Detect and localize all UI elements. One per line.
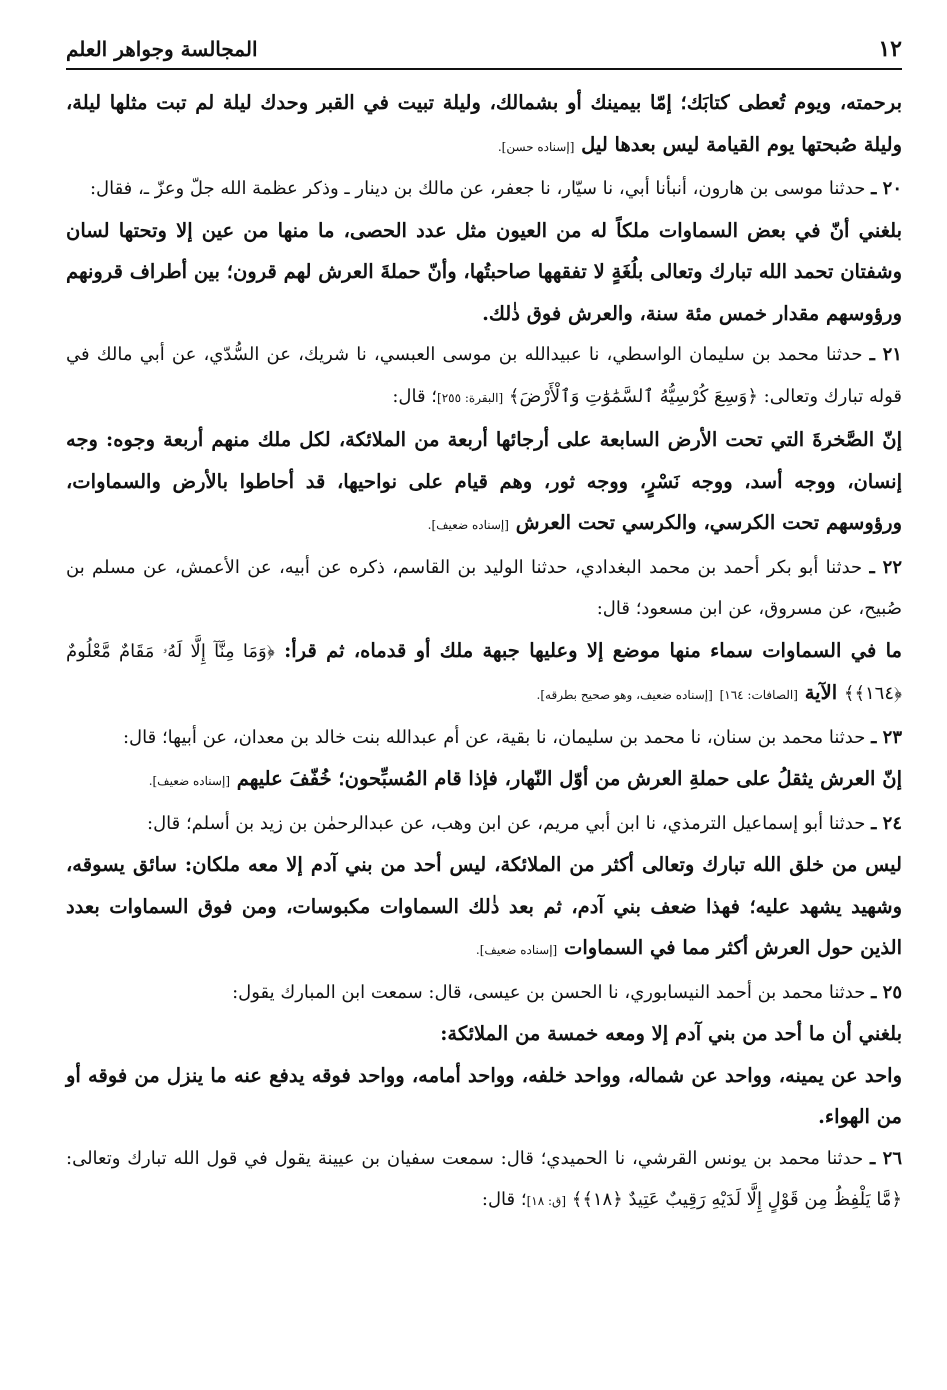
hadith-number: ٢٦ ـ xyxy=(870,1147,902,1169)
hadith-number: ٢٥ ـ xyxy=(871,981,902,1003)
hadith-25-text-a xyxy=(66,1013,902,1055)
quote-text: برحمته، ويوم تُعطى كتابَك؛ إمّا بيمينك أو بشمالك، وليلة تبيت في القبر وحدك ليلة لم تبت مثلها ليلة، وليلة صُبحتها يوم القيامة ليس بعدها ليل xyxy=(66,91,902,156)
hadith-25-chain xyxy=(66,972,902,1014)
verse-tail: الآية xyxy=(804,681,838,704)
chain-text: حدثنا أبو إسماعيل الترمذي، نا ابن أبي مريم، عن ابن وهب، عن عبدالرحمٰن بن زيد بن أسلم؛ قال: xyxy=(147,812,866,834)
hadith-26-chain xyxy=(66,1138,902,1223)
chain-text: حدثنا محمد بن سنان، نا محمد بن سليمان، نا بقية، عن أم عبدالله بنت خالد بن معدان، عن أبيها؛ قال: xyxy=(122,726,866,748)
page-number: ١٢ xyxy=(878,36,902,62)
chain-text: حدثنا محمد بن يونس القرشي، نا الحميدي؛ قال: سمعت سفيان بن عيينة يقول في قول الله تبارك وتعالى: xyxy=(66,1147,864,1169)
verse-reference: [الصافات: ١٦٤] xyxy=(719,688,798,702)
hadith-23-chain xyxy=(66,717,902,759)
grading-note: [إسناده حسن]. xyxy=(497,139,575,154)
verse-reference: [البقرة: ٢٥٥] xyxy=(437,390,504,405)
hadith-24-chain xyxy=(66,803,902,845)
hadith-number: ٢٣ ـ xyxy=(871,726,902,748)
chain-tail: ؛ قال: xyxy=(481,1189,527,1210)
grading-note: [إسناده ضعيف، وهو صحيح بطرقه]. xyxy=(536,688,713,702)
hadith-23-text xyxy=(66,758,902,803)
book-title: المجالسة وجواهر العلم xyxy=(66,37,258,61)
quote-text: إنّ الصَّخرةَ التي تحت الأرض السابعة على أرجائها أربعة من الملائكة، لكل ملك منهم أربعة وجوه: وجه إنسان، ووجه أسد، ووجه نَسْرٍ، ووجه ثور، وهم قيام على نواحيها، قد أحاطوا بالأرض والسماوات، ورؤوسهم تحت الكرسي، والكرسي تحت العرش xyxy=(66,428,902,534)
chain-text: حدثنا أبو بكر أحمد بن محمد البغدادي، حدثنا الوليد بن القاسم، ذكره عن أبيه، عن الأعمش، عن مسلم بن صُبيح، عن مسروق، عن ابن مسعود؛ قال: xyxy=(66,556,902,619)
hadith-22-chain xyxy=(66,547,902,630)
page-body xyxy=(66,70,902,1223)
hadith-number: ٢٠ ـ xyxy=(871,178,902,199)
hadith-number: ٢٢ ـ xyxy=(869,556,902,578)
quote-text: ما في السماوات سماء منها موضع إلا وعليها جبهة ملك أو قدماه، ثم قرأ: xyxy=(284,638,902,662)
quote-text: إنّ العرش يثقلُ على حملةِ العرش من أوّل النّهار، فإذا قام المُسبِّحون؛ خُفّفَ عليهم xyxy=(236,767,902,790)
chain-text: حدثنا موسى بن هارون، أنبأنا أبي، نا سيّار، نا جعفر، عن مالك بن دينار ـ وذكر عظمة الله جلّ وعزّ ـ، فقال: xyxy=(89,178,866,199)
page xyxy=(66,30,902,1370)
hadith-25-text-b xyxy=(66,1055,902,1138)
quote-text: ليس من خلق الله تبارك وتعالى أكثر من الملائكة، ليس أحد من بني آدم إلا معه ملكان: سائق يسوقه، وشهيد يشهد عليه؛ فهذا ضعف بني آدم، ثم بعد ذٰلك السماوات مكبوسات، ومن فوق السماوات بعدد الذين حول العرش أكثر مما في السماوات xyxy=(66,853,902,959)
quran-verse: ﴿مَّا يَلْفِظُ مِن قَوْلٍ إِلَّا لَدَيْهِ رَقِيبٌ عَتِيدٌ ﴿١٨﴾﴾ xyxy=(571,1189,902,1210)
grading-note: [إسناده ضعيف]. xyxy=(148,774,230,788)
chain-tail: ؛ قال: xyxy=(392,385,438,407)
hadith-21-chain xyxy=(66,334,902,419)
quote-text: واحد عن يمينه، وواحد عن شماله، وواحد خلفه، وواحد أمامه، وواحد فوقه يدفع عنه ما ينزل من فوقه أو من الهواء. xyxy=(66,1063,902,1128)
paragraph-continuation xyxy=(66,82,902,168)
quote-text: بلغني أن ما أحد من بني آدم إلا ومعه خمسة من الملائكة: xyxy=(440,1022,902,1045)
hadith-number: ٢١ ـ xyxy=(869,344,902,365)
quran-verse: ﴿وَمَا مِنَّآ إِلَّا لَهُۥ مَقَامٌ مَّعْلُومٌ ﴿١٦٤﴾﴾ xyxy=(66,640,902,704)
verse-reference: [ق: ١٨] xyxy=(526,1194,567,1208)
quote-text: بلغني أنّ في بعض السماوات ملكاً له من العيون مثل عدد الحصى، ما منها من عين إلا وتحتها لسان وشفتان تحمد الله تبارك وتعالى بلُغَةٍ لا تفقهها صاحبتُها، وأنّ حملةَ العرش لهم قرون؛ بين أطراف قرونهم ورؤوسهم مقدار خمس مئة سنة، والعرش فوق ذٰلك. xyxy=(66,218,902,325)
quran-verse: ﴿وَسِعَ كُرْسِيُّهُ ٱلسَّمَٰوَٰتِ وَٱلْأَرْضَ﴾ xyxy=(508,385,758,407)
hadith-20-text xyxy=(66,210,902,335)
running-header xyxy=(66,30,902,70)
grading-note: [إسناده ضعيف]. xyxy=(427,518,509,532)
grading-note: [إسناده ضعيف]. xyxy=(475,943,558,957)
hadith-21-text xyxy=(66,419,902,547)
hadith-number: ٢٤ ـ xyxy=(871,812,902,834)
hadith-24-text xyxy=(66,844,902,972)
chain-text: حدثنا محمد بن سليمان الواسطي، نا عبيدالله بن موسى العبسي، نا شريك، عن السُّدّي، عن أبي مالك في قوله تبارك وتعالى: xyxy=(66,344,902,407)
hadith-20-chain xyxy=(66,168,902,210)
chain-text: حدثنا محمد بن أحمد النيسابوري، نا الحسن بن عيسى، قال: سمعت ابن المبارك يقول: xyxy=(232,981,866,1003)
hadith-22-text xyxy=(66,630,902,717)
